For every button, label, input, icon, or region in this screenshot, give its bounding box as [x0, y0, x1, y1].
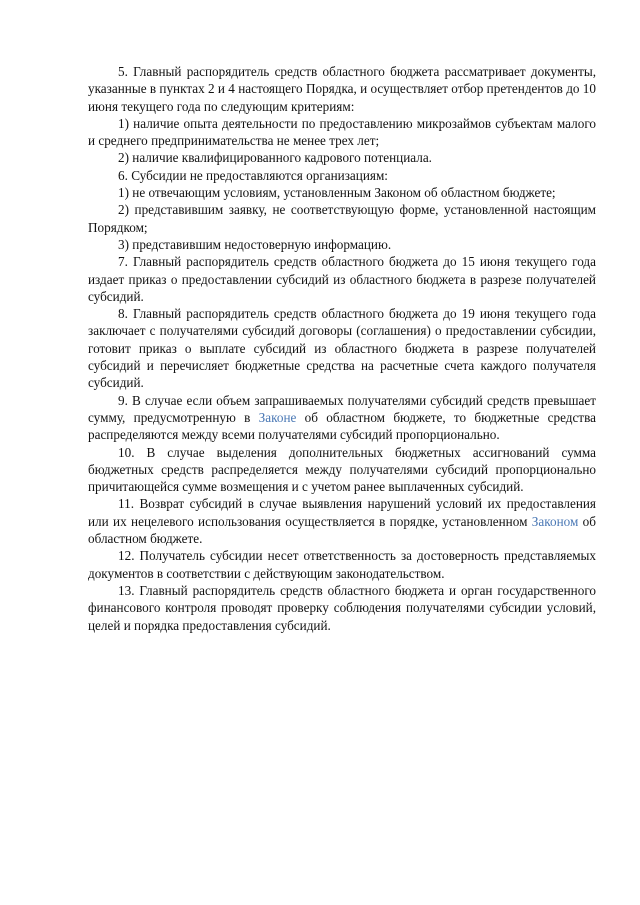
- paragraph-9-text-after: об областном бюджете, то бюджетные средства распределяются между всеми получателями субсидий пропорционально.: [88, 409, 596, 443]
- paragraph-5: 5. Главный распорядитель средств областного бюджета рассматривает документы, указанные в пунктах 2 и 4 настоящего Порядка, и осуществляет отбор претендентов до 10 июня текущего года по следующим критериям:: [88, 64, 596, 114]
- paragraph-5-item-1: 1) наличие опыта деятельности по предоставлению микрозаймов субъектам малого и среднего предпринимательства не менее трех лет;: [88, 115, 596, 149]
- paragraph-10: 10. В случае выделения дополнительных бюджетных ассигнований сумма бюджетных средств распределяется между получателями субсидий пропорционально причитающейся сумме возмещения и с учетом ранее выплаченных субсидий.: [88, 444, 596, 495]
- paragraph-11: [88, 495, 596, 547]
- paragraph-9-text-before: 9. В случае если объем запрашиваемых получателями субсидий средств превышает сумму, предусмотренную в: [88, 392, 596, 425]
- paragraph-12: 12. Получатель субсидии несет ответственность за достоверность представляемых документов в соответствии с действующим законодательством.: [88, 548, 596, 581]
- paragraph-6-item-2: 2) представившим заявку, не соответствующую форме, установленной настоящим Порядком;: [88, 202, 596, 235]
- law-link[interactable]: Законе: [258, 409, 297, 425]
- document-page: [88, 63, 596, 634]
- paragraph-6-item-1: 1) не отвечающим условиям, установленным Законом об областном бюджете;: [118, 185, 556, 201]
- paragraph-9: [88, 392, 596, 444]
- paragraph-6-item-3: 3) представившим недостоверную информацию.: [118, 236, 392, 252]
- paragraph-11-text-before: 11. Возврат субсидий в случае выявления нарушений условий их предоставления или их нецелевого использования осуществляется в порядке, установленном: [88, 496, 596, 529]
- paragraph-7: 7. Главный распорядитель средств областного бюджета до 15 июня текущего года издает приказ о предоставлении субсидий из областного бюджета в разрезе получателей субсидий.: [88, 254, 596, 304]
- paragraph-11-text-after: об областном бюджете.: [88, 513, 596, 547]
- paragraph-13: 13. Главный распорядитель средств областного бюджета и орган государственного финансового контроля проводят проверку соблюдения получателями субсидии условий, целей и порядка предоставления субсидий.: [88, 582, 596, 633]
- paragraph-8: 8. Главный распорядитель средств областного бюджета до 19 июня текущего года заключает с получателями субсидий договоры (соглашения) о предоставлении субсидии, готовит приказ о выплате субсидий из областного бюджета в разрезе получателей субсидий и перечисляет бюджетные средства на расчетные счета каждого получателя субсидий.: [88, 306, 596, 391]
- paragraph-5-item-2: 2) наличие квалифицированного кадрового потенциала.: [118, 150, 432, 166]
- law-link[interactable]: Законом: [531, 513, 579, 529]
- paragraph-6: 6. Субсидии не предоставляются организациям:: [118, 167, 388, 183]
